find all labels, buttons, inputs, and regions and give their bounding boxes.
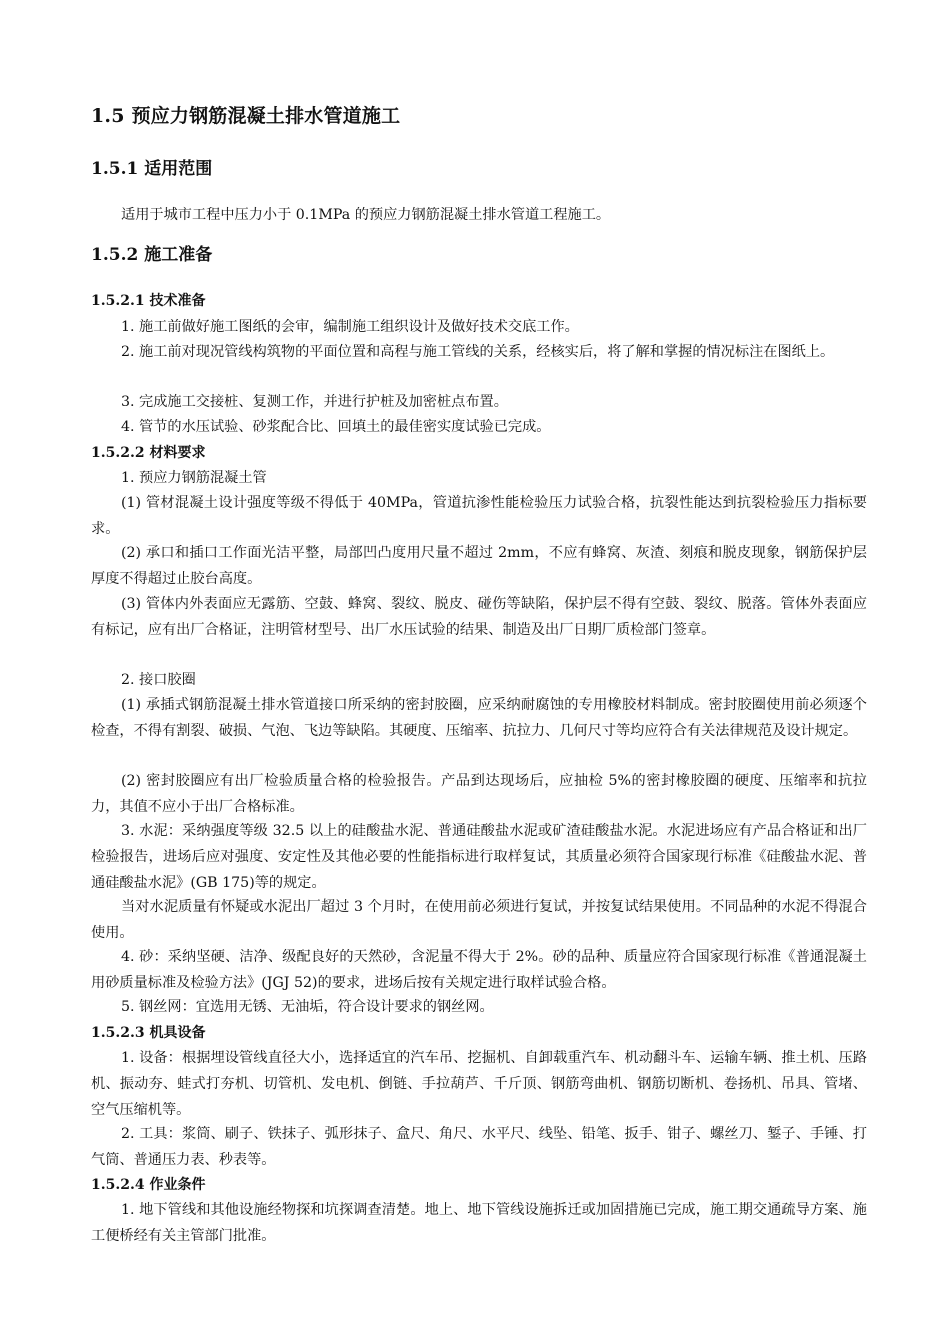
paragraph-scope: 适用于城市工程中压力小于 0.1MPa 的预应力钢筋混凝土排水管道工程施工。 [121, 207, 611, 223]
paragraph: 3. 完成施工交接桩、复测工作，并进行护桩及加密桩点布置。 [121, 394, 508, 410]
paragraph: 1. 施工前做好施工图纸的会审，编制施工组织设计及做好技术交底工作。 [121, 319, 579, 335]
heading-scope: 1.5.1 适用范围 [91, 159, 213, 179]
paragraph: 2. 施工前对现况管线构筑物的平面位置和高程与施工管线的关系，经核实后，将了解和掌握的情况标注在图纸上。 [121, 344, 835, 360]
paragraph: 4. 砂：采纳坚硬、洁净、级配良好的天然砂，含泥量不得大于 2%。砂的品种、质量应符合国家现行标准《普通混凝土用砂质量标准及检验方法》(JGJ 52)的要求，进场后按有关规定进行取样试验合格。 [91, 949, 867, 991]
paragraph: 1. 设备：根据埋设管线直径大小，选择适宜的汽车吊、挖掘机、自卸载重汽车、机动翻斗车、运输车辆、推土机、压路机、振动夯、蛙式打夯机、切管机、发电机、倒链、手拉葫芦、千斤顶、钢筋弯曲机、钢筋切断机、卷扬机、吊具、管堵、空气压缩机等。 [91, 1050, 867, 1118]
paragraph: 1. 预应力钢筋混凝土管 [121, 470, 267, 486]
paragraph: 4. 管节的水压试验、砂浆配合比、回填土的最佳密实度试验已完成。 [121, 419, 551, 435]
paragraph: 2. 工具：浆筒、刷子、铁抹子、弧形抹子、盒尺、角尺、水平尺、线坠、铅笔、扳手、钳子、螺丝刀、錾子、手锤、打气筒、普通压力表、秒表等。 [91, 1126, 867, 1168]
heading-material-requirements: 1.5.2.2 材料要求 [91, 445, 206, 461]
paragraph: 1. 地下管线和其他设施经物探和坑探调查清楚。地上、地下管线设施拆迁或加固措施已完成，施工期交通疏导方案、施工便桥经有关主管部门批准。 [91, 1202, 867, 1244]
heading-machinery-equipment: 1.5.2.3 机具设备 [91, 1025, 206, 1041]
heading-working-conditions: 1.5.2.4 作业条件 [91, 1177, 206, 1193]
heading-technical-preparation: 1.5.2.1 技术准备 [91, 293, 206, 309]
paragraph: 当对水泥质量有怀疑或水泥出厂超过 3 个月时，在使用前必须进行复试，并按复试结果使用。不同品种的水泥不得混合使用。 [91, 899, 867, 941]
paragraph: (1) 承插式钢筋混凝土排水管道接口所采纳的密封胶圈，应采纳耐腐蚀的专用橡胶材料制成。密封胶圈使用前必须逐个检查，不得有割裂、破损、气泡、飞边等缺陷。其硬度、压缩率、抗拉力、几何尺寸等均应符合有关法律规范及设计规定。 [91, 697, 867, 739]
paragraph: 3. 水泥：采纳强度等级 32.5 以上的硅酸盐水泥、普通硅酸盐水泥或矿渣硅酸盐水泥。水泥进场应有产品合格证和出厂检验报告，进场后应对强度、安定性及其他必要的性能指标进行取样复试，其质量必须符合国家现行标准《硅酸盐水泥、普通硅酸盐水泥》(GB 175)等的规定。 [91, 823, 867, 891]
paragraph: (2) 承口和插口工作面光洁平整，局部凹凸度用尺量不超过 2mm，不应有蜂窝、灰渣、刻痕和脱皮现象，钢筋保护层厚度不得超过止胶台高度。 [91, 545, 867, 587]
section-title: 1.5 预应力钢筋混凝土排水管道施工 [91, 105, 401, 127]
paragraph: (3) 管体内外表面应无露筋、空鼓、蜂窝、裂纹、脱皮、碰伤等缺陷，保护层不得有空鼓、裂纹、脱落。管体外表面应有标记，应有出厂合格证，注明管材型号、出厂水压试验的结果、制造及出厂日期厂质检部门签章。 [91, 596, 867, 638]
paragraph: 5. 钢丝网：宜选用无锈、无油垢，符合设计要求的钢丝网。 [121, 999, 494, 1015]
paragraph: (1) 管材混凝土设计强度等级不得低于 40MPa，管道抗渗性能检验压力试验合格，抗裂性能达到抗裂检验压力指标要求。 [91, 495, 867, 537]
paragraph: (2) 密封胶圈应有出厂检验质量合格的检验报告。产品到达现场后，应抽检 5%的密封橡胶圈的硬度、压缩率和抗拉力，其值不应小于出厂合格标准。 [91, 773, 867, 815]
paragraph: 2. 接口胶圈 [121, 672, 196, 688]
heading-preparation: 1.5.2 施工准备 [91, 245, 213, 265]
